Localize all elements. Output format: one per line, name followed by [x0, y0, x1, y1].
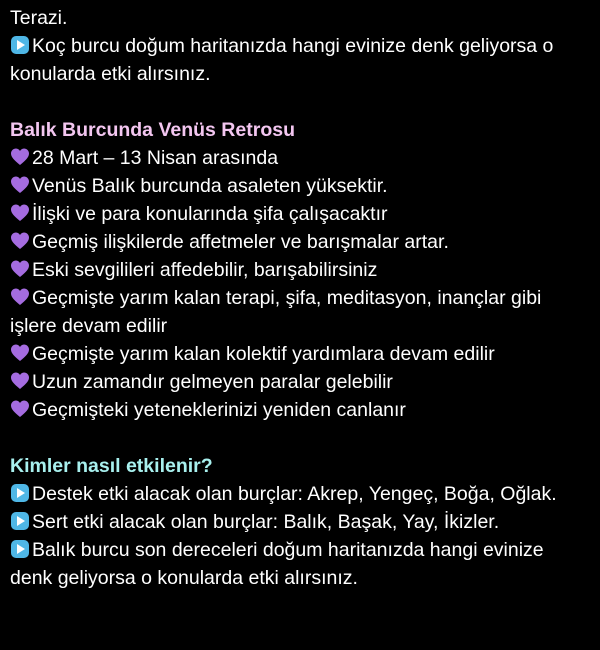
play-button-icon — [10, 539, 30, 559]
play-button-icon — [10, 35, 30, 55]
venus-item — [10, 284, 590, 340]
venus-item-text: Uzun zamandır gelmeyen paralar gelebilir — [32, 371, 393, 393]
venus-item — [10, 172, 590, 200]
venus-item — [10, 368, 590, 396]
purple-heart-icon — [10, 259, 30, 279]
effects-item-text: Sert etki alacak olan burçlar: Balık, Başak, Yay, İkizler. — [32, 511, 500, 533]
intro-first-line: Terazi. — [10, 7, 68, 29]
venus-item — [10, 396, 590, 424]
effects-item-text: Balık burcu son dereceleri doğum haritanızda hangi evinize denk geliyorsa o konularda etki alırsınız. — [10, 539, 544, 589]
venus-item — [10, 144, 590, 172]
venus-item — [10, 228, 590, 256]
venus-item — [10, 256, 590, 284]
venus-item-text: Geçmişte yarım kalan terapi, şifa, meditasyon, inançlar gibi işlere devam edilir — [10, 287, 542, 337]
spacer — [10, 88, 590, 116]
intro-item-text: Koç burcu doğum haritanızda hangi evinize denk geliyorsa o konularda etki alırsınız. — [10, 35, 554, 85]
intro-item — [10, 32, 590, 88]
venus-item-text: Geçmişteki yeteneklerinizi yeniden canlanır — [32, 399, 406, 421]
effects-item — [10, 480, 590, 508]
effects-item — [10, 536, 590, 592]
effects-heading: Kimler nasıl etkilenir? — [10, 455, 213, 477]
spacer — [10, 424, 590, 452]
venus-retro-heading: Balık Burcunda Venüs Retrosu — [10, 119, 295, 141]
purple-heart-icon — [10, 399, 30, 419]
purple-heart-icon — [10, 231, 30, 251]
purple-heart-icon — [10, 147, 30, 167]
venus-item — [10, 200, 590, 228]
play-button-icon — [10, 483, 30, 503]
play-button-icon — [10, 511, 30, 531]
purple-heart-icon — [10, 203, 30, 223]
venus-item — [10, 340, 590, 368]
effects-item-text: Destek etki alacak olan burçlar: Akrep, Yengeç, Boğa, Oğlak. — [32, 483, 557, 505]
purple-heart-icon — [10, 343, 30, 363]
purple-heart-icon — [10, 287, 30, 307]
venus-item-text: İlişki ve para konularında şifa çalışacaktır — [32, 203, 388, 225]
venus-item-text: Eski sevgilileri affedebilir, barışabilirsiniz — [32, 259, 378, 281]
purple-heart-icon — [10, 175, 30, 195]
venus-item-text: 28 Mart – 13 Nisan arasında — [32, 147, 279, 169]
venus-item-text: Venüs Balık burcunda asaleten yüksektir. — [32, 175, 388, 197]
effects-item — [10, 508, 590, 536]
venus-item-text: Geçmişte yarım kalan kolektif yardımlara devam edilir — [32, 343, 495, 365]
purple-heart-icon — [10, 371, 30, 391]
venus-item-text: Geçmiş ilişkilerde affetmeler ve barışmalar artar. — [32, 231, 449, 253]
